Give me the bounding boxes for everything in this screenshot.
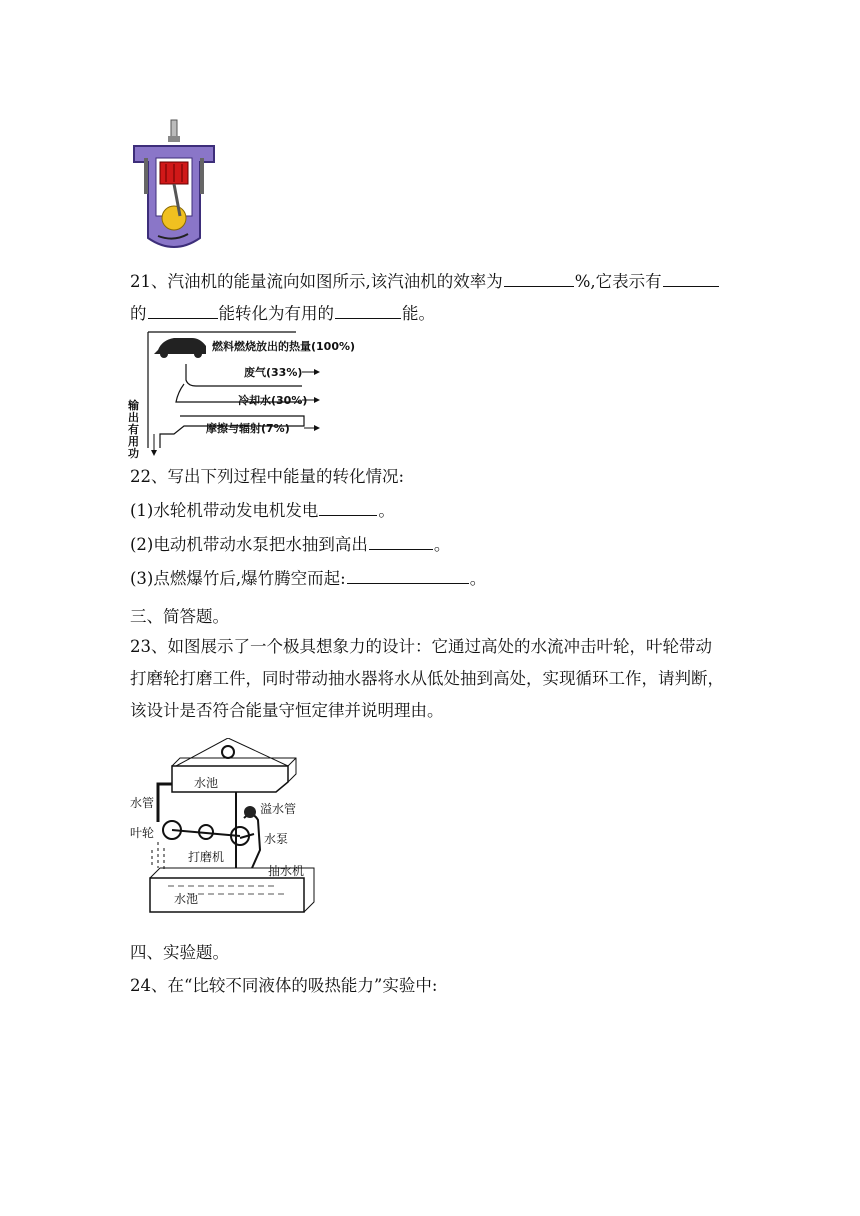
flow-output-label: 输出有用功	[128, 399, 139, 460]
label-top-pool: 水池	[194, 776, 219, 790]
q22-item1	[130, 499, 395, 522]
q22-item2-text: (2)电动机带动水泵把水抽到高出	[130, 535, 368, 554]
q22-item1-text: (1)水轮机带动发电机发电	[130, 501, 319, 520]
q21-blank-3[interactable]	[148, 302, 218, 319]
q22-item2-period: 。	[433, 535, 451, 554]
flow-cooling-label: 冷却水(30%)	[238, 394, 308, 407]
label-grinder: 打磨机	[188, 850, 225, 864]
q21-text-d: 能转化为有用的	[218, 304, 334, 323]
q22-item1-period: 。	[378, 501, 395, 520]
label-impeller: 叶轮	[130, 826, 155, 840]
label-overflow: 溢水管	[260, 802, 297, 816]
section-4-heading: 四、实验题。	[130, 943, 229, 962]
q21-text-b: %,它表示有	[574, 272, 662, 291]
flow-friction-label: 摩擦与辐射(7%)	[206, 422, 290, 435]
q22-item3-period: 。	[469, 569, 487, 588]
q24-line1: 24、在“比较不同液体的吸热能力”实验中:	[130, 976, 438, 995]
q21-text-c: 的	[130, 304, 147, 323]
q22-item3-blank[interactable]	[347, 567, 469, 584]
q23-line2: 打磨轮打磨工件，同时带动抽水器将水从低处抽到高处，实现循环工作，请判断，	[130, 669, 724, 688]
flow-exhaust-label: 废气(33%)	[244, 366, 303, 379]
label-bottom-pool: 水池	[174, 892, 199, 906]
q22-item1-blank[interactable]	[319, 499, 377, 516]
q21-text-e: 能。	[402, 304, 435, 323]
section-3-heading: 三、简答题。	[130, 607, 229, 626]
label-water-pump-machine: 抽水机	[268, 864, 305, 878]
q23-line1: 23、如图展示了一个极具想象力的设计：它通过高处的水流冲击叶轮，叶轮带动	[130, 637, 712, 656]
q21-line1	[130, 270, 720, 293]
q21-line2	[130, 302, 435, 325]
label-pump: 水泵	[264, 832, 289, 846]
q22-item2-blank[interactable]	[369, 533, 433, 550]
q21-efficiency-blank[interactable]	[504, 270, 574, 287]
q22-item2	[130, 533, 450, 556]
q22-title: 22、写出下列过程中能量的转化情况:	[130, 467, 405, 486]
q22-item3-text: (3)点燃爆竹后,爆竹腾空而起:	[130, 569, 346, 588]
label-pipe: 水管	[130, 796, 155, 810]
energy-flow-diagram	[126, 330, 386, 458]
q23-line3: 该设计是否符合能量守恒定律并说明理由。	[130, 701, 444, 720]
q21-blank-2[interactable]	[663, 270, 719, 287]
q21-text-a: 21、汽油机的能量流向如图所示,该汽油机的效率为	[130, 272, 503, 291]
perpetual-machine-figure	[128, 738, 318, 920]
engine-figure	[128, 118, 220, 250]
q21-blank-4[interactable]	[335, 302, 401, 319]
flow-top-label: 燃料燃烧放出的热量(100%)	[212, 340, 356, 353]
q22-item3	[130, 567, 486, 590]
